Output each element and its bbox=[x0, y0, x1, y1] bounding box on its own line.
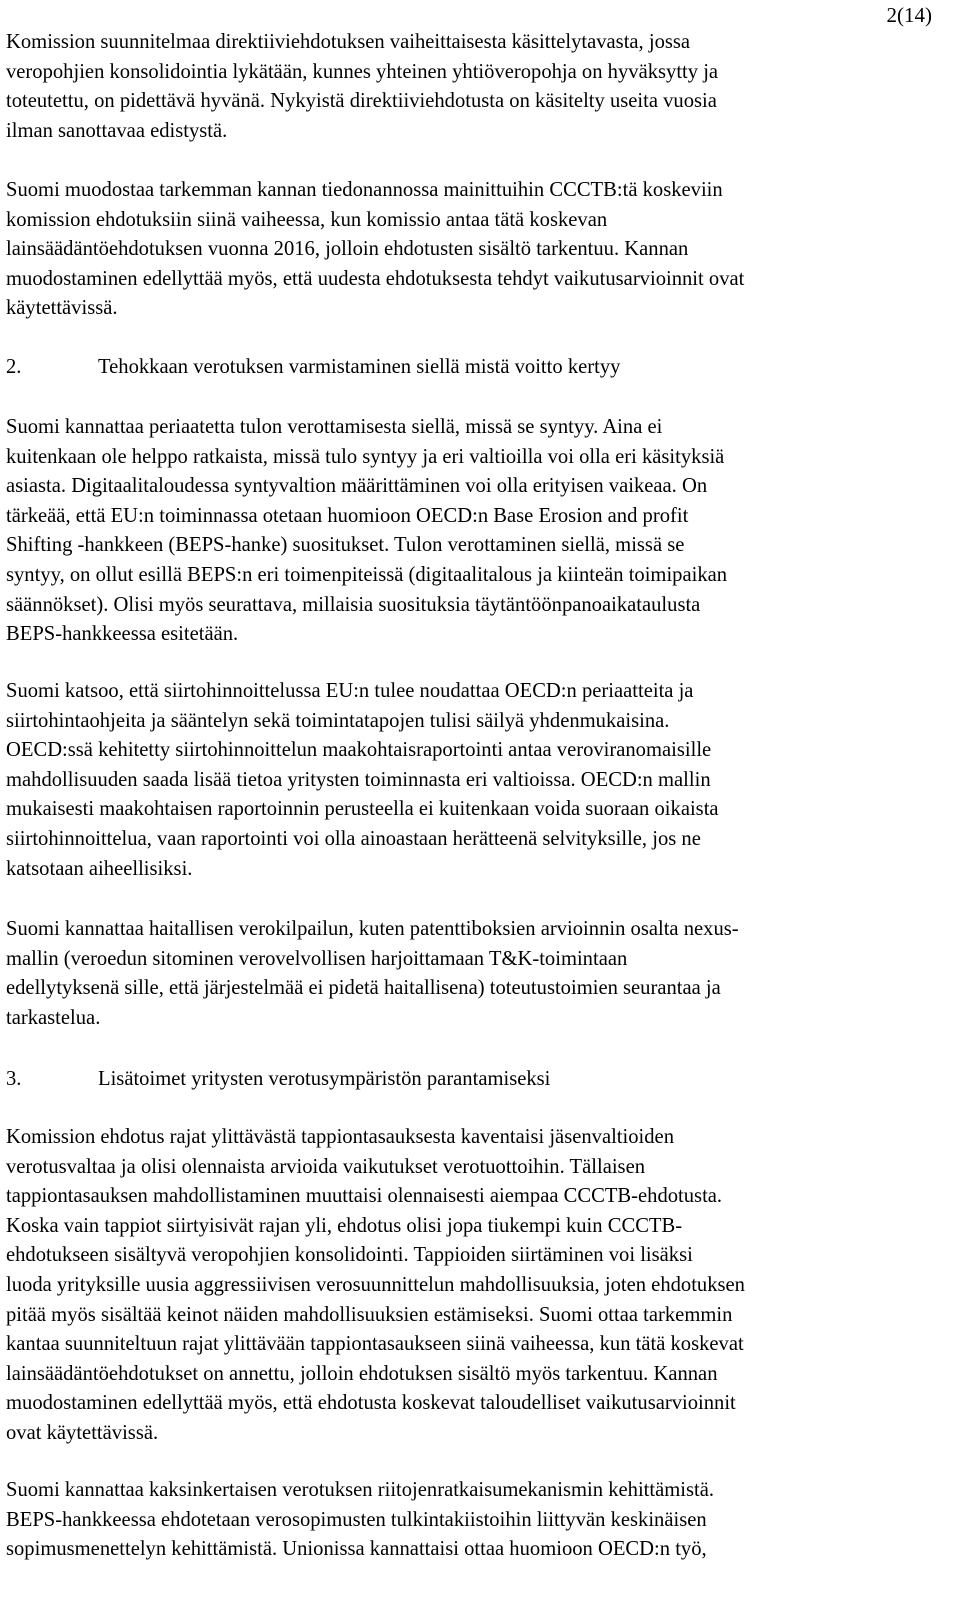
section-heading-3 bbox=[6, 1065, 550, 1095]
paragraph-ccctb-position: Suomi muodostaa tarkemman kannan tiedonannossa mainittuihin CCCTB:tä koskeviin komission ehdotuksiin siinä vaiheessa, kun komissio antaa tätä koskevan lainsäädäntöehdotuksen vuonna 2016, jolloin ehdotusten sisältö tarkentuu. Kannan muodostaminen edellyttää myös, että uudesta ehdotuksesta tehdyt vaikutusarvioinnit ovat käytettävissä. bbox=[6, 179, 745, 320]
paragraph-harmful-tax-competition: Suomi kannattaa haitallisen verokilpailun, kuten patenttiboksien arvioinnin osalta nexus- mallin (veroedun sitominen verovelvollisen harjoittamaan T&K-toimintaan edellytyksenä sille, että järjestelmää ei pidetä haitallisena) toteutustoimien seurantaa ja tarkastelua. bbox=[6, 918, 739, 1029]
paragraph-taxation-where-generated: Suomi kannattaa periaatetta tulon verottamisesta siellä, missä se syntyy. Aina ei kuitenkaan ole helppo ratkaista, missä tulo syntyy ja eri valtioilla voi olla eri käsityksiä asiasta. Digitaalitaloudessa syntyvaltion määrittäminen voi olla erityisen vaikeaa. On tärkeää, että EU:n toiminnassa otetaan huomioon OECD:n Base Erosion and profit Shifting -hankkeen (BEPS-hanke) suositukset. Tulon verottaminen siellä, missä se syntyy, on ollut esillä BEPS:n eri toimenpiteissä (digitaalitalous ja kiinteän toimipaikan säännökset). Olisi myös seurattava, millaisia suosituksia täytäntöönpanoaikataulusta BEPS-hankkeessa esitetään. bbox=[6, 416, 728, 646]
section-title: Tehokkaan verotuksen varmistaminen siellä mistä voitto kertyy bbox=[98, 356, 621, 378]
section-number: 3. bbox=[6, 1068, 22, 1090]
paragraph-consolidation-postponement: Komission suunnitelmaa direktiiviehdotuksen vaiheittaisesta käsittelytavasta, jossa veropohjien konsolidointia lykätään, kunnes yhteinen yhtiöveropohja on hyväksytty ja toteutettu, on pidettävä hyvänä. Nykyistä direktiiviehdotusta on käsitelty useita vuosia ilman sanottavaa edistystä. bbox=[6, 31, 719, 142]
paragraph-dispute-resolution: Suomi kannattaa kaksinkertaisen verotuksen riitojenratkaisumekanismin kehittämistä. BEPS-hankkeessa ehdotetaan verosopimusten tulkintakiistoihin liittyvän keskinäisen sopimusmenettelyn kehittämistä. Unionissa kannattaisi ottaa huomioon OECD:n työ, bbox=[6, 1479, 715, 1561]
section-number: 2. bbox=[6, 356, 22, 378]
paragraph-cross-border-loss-relief: Komission ehdotus rajat ylittävästä tappiontasauksesta kaventaisi jäsenvaltioiden verotusvaltaa ja olisi olennaista arvioida vaikutukset verotuottoihin. Tällaisen tappiontasauksen mahdollistaminen muuttaisi olennaisesti aiempaa CCCTB-ehdotusta. Koska vain tappiot siirtyisivät rajan yli, ehdotus olisi jopa tiukempi kuin CCCTB- ehdotukseen sisältyvä veropohjien konsolidointi. Tappioiden siirtäminen voi lisäksi luoda yrityksille uusia aggressiivisen verosuunnittelun mahdollisuuksia, joten ehdotuksen pitää myös sisältää keinot näiden mahdollisuuksien estämiseksi. Suomi ottaa tarkemmin kantaa suunniteltuun rajat ylittävään tappiontasaukseen siinä vaiheessa, kun tätä koskevat lainsäädäntöehdotukset on annettu, jolloin ehdotuksen sisältö myös tarkentuu. Kannan muodostaminen edellyttää myös, että ehdotusta koskevat taloudelliset vaikutusarvioinnit ovat käytettävissä. bbox=[6, 1126, 745, 1444]
page-number: 2(14) bbox=[886, 3, 932, 27]
section-heading-2 bbox=[6, 353, 620, 383]
paragraph-transfer-pricing: Suomi katsoo, että siirtohinnoittelussa EU:n tulee noudattaa OECD:n periaatteita ja siirtohintaohjeita ja sääntelyn sekä toimintatapojen tulisi säilyä yhdenmukaisina. OECD:ssä kehitetty siirtohinnoittelun maakohtaisraportointi antaa veroviranomaisille mahdollisuuden saada lisää tietoa yritysten toiminnasta eri valtioissa. OECD:n mallin mukaisesti maakohtaisen raportoinnin perusteella ei kuitenkaan voida suoraan oikaista siirtohinnoittelua, vaan raportointi voi olla ainoastaan herätteenä selvityksille, jos ne katsotaan aiheellisiksi. bbox=[6, 680, 719, 880]
section-title: Lisätoimet yritysten verotusympäristön parantamiseksi bbox=[98, 1068, 551, 1090]
